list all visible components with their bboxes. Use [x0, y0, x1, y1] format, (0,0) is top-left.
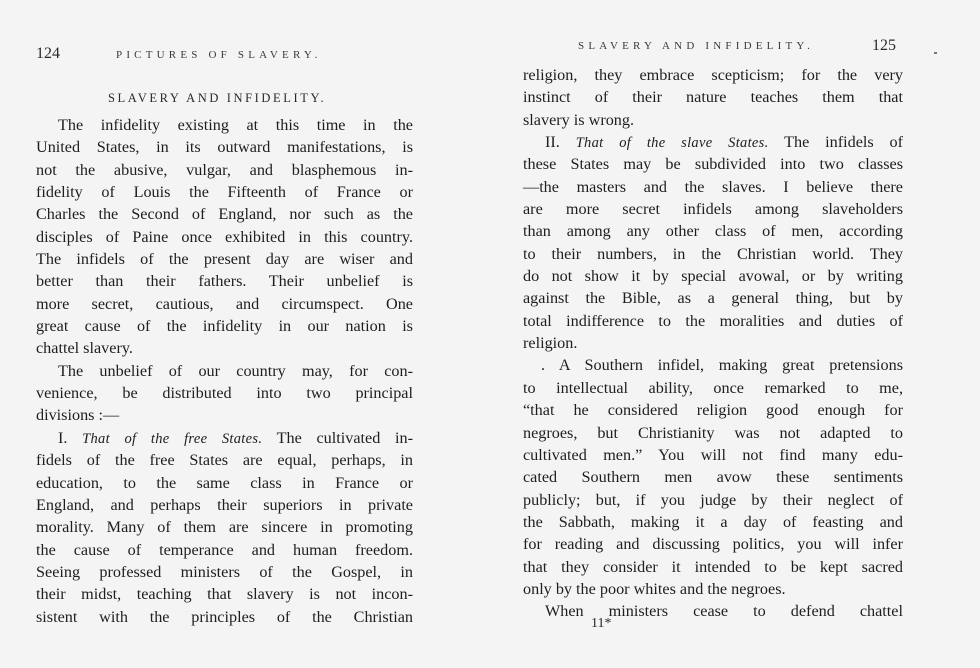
line-text: instinct of their nature teaches them that	[523, 88, 903, 107]
line-text: The infidels of	[768, 133, 904, 152]
text-line	[523, 265, 903, 287]
text-line	[36, 159, 413, 181]
line-text: education, to the same class in France or	[36, 473, 413, 492]
text-line	[36, 136, 413, 158]
text-line	[36, 270, 413, 292]
line-text: fidels of the free States are equal, perhaps, in	[36, 451, 413, 470]
text-line	[523, 444, 903, 466]
line-text: for reading and discussing politics, you will infer	[523, 535, 903, 554]
text-line	[523, 466, 903, 488]
text-line	[523, 153, 903, 175]
text-line	[523, 109, 903, 131]
text-line	[36, 449, 413, 471]
text-line	[523, 332, 903, 354]
line-text: “that he considered religion good enough for	[523, 401, 903, 420]
text-line	[523, 131, 903, 153]
chapter-title: SLAVERY AND INFIDELITY.	[108, 91, 327, 105]
right-page-body	[523, 64, 903, 623]
line-text: more secret, cautious, and circumspect. One	[36, 294, 413, 313]
text-line	[36, 203, 413, 225]
line-text: The infidelity existing at this time in the	[58, 116, 413, 134]
section-numeral: I.	[58, 428, 83, 447]
line-text: divisions :—	[36, 406, 120, 425]
line-text: The cultivated in-	[262, 428, 413, 447]
text-line	[523, 287, 903, 309]
line-text: against the Bible, as a general thing, but by	[523, 289, 903, 308]
section-heading-italic: That of the slave States.	[575, 135, 769, 152]
text-line	[36, 293, 413, 315]
text-line	[523, 578, 903, 600]
text-line	[36, 494, 413, 516]
section-numeral: II.	[545, 133, 576, 152]
line-text: these States may be subdivided into two classes	[523, 155, 903, 174]
line-text: total indifference to the moralities and duties of	[523, 311, 903, 330]
text-line	[523, 310, 903, 332]
line-text: their midst, teaching that slavery is not incon-	[36, 585, 413, 604]
line-text: publicly; but, if you judge by their neglect of	[523, 490, 903, 509]
text-line	[36, 382, 413, 404]
line-text: only by the poor whites and the negroes.	[523, 579, 786, 598]
scan-speck	[934, 52, 937, 54]
text-line	[36, 360, 413, 382]
text-line	[36, 181, 413, 203]
line-text: that they consider it intended to be kept sacred	[523, 557, 903, 576]
text-line	[523, 377, 903, 399]
text-line	[36, 315, 413, 337]
line-text: Seeing professed ministers of the Gospel, in	[36, 562, 413, 581]
line-text: to their numbers, in the Christian world. They	[523, 244, 903, 263]
line-text: When ministers cease to defend chattel	[545, 602, 903, 621]
line-text: cated Southern men avow these sentiments	[523, 468, 903, 487]
line-text: morality. Many of them are sincere in promoting	[36, 518, 413, 537]
line-text: fidelity of Louis the Fifteenth of France or	[36, 183, 413, 202]
line-text: slavery is wrong.	[523, 110, 635, 129]
text-line	[523, 399, 903, 421]
text-line	[523, 422, 903, 444]
text-line	[523, 533, 903, 555]
text-line	[36, 404, 413, 426]
line-text: the Sabbath, making it a day of feasting and	[523, 512, 903, 531]
line-text: disciples of Paine once exhibited in this country.	[36, 227, 413, 246]
text-line	[523, 489, 903, 511]
line-text: to intellectual ability, once remarked to me,	[523, 378, 903, 397]
text-line	[523, 600, 903, 622]
text-line	[523, 511, 903, 533]
line-text: venience, be distributed into two principal	[36, 384, 413, 403]
running-head-left: PICTURES OF SLAVERY.	[116, 49, 322, 61]
line-text: sistent with the principles of the Christian	[36, 607, 413, 626]
left-page-body	[36, 114, 413, 628]
signature-mark: 11*	[591, 616, 612, 631]
line-text: religion.	[523, 334, 578, 353]
line-text: cultivated men.” You will not find many edu-	[523, 445, 903, 464]
text-line	[36, 248, 413, 270]
line-text: better than their fathers. Their unbelief is	[36, 272, 413, 291]
running-head-right: SLAVERY AND INFIDELITY.	[578, 40, 815, 52]
text-line	[523, 64, 903, 86]
page-number-left: 124	[36, 45, 60, 62]
line-text: . A Southern infidel, making great pretensions	[541, 356, 903, 375]
line-text: Charles the Second of England, nor such as the	[36, 205, 413, 224]
text-line	[36, 539, 413, 561]
page-number-right: 125	[872, 37, 896, 54]
text-line	[36, 337, 413, 359]
text-line	[36, 561, 413, 583]
text-line	[36, 583, 413, 605]
line-text: The infidels of the present day are wiser and	[36, 250, 413, 269]
line-text: The unbelief of our country may, for con-	[58, 361, 413, 380]
line-text: the cause of temperance and human freedom.	[36, 540, 413, 559]
line-text: not the abusive, vulgar, and blasphemous in-	[36, 160, 413, 179]
text-line	[523, 556, 903, 578]
line-text: chattel slavery.	[36, 339, 133, 358]
text-line	[523, 354, 903, 376]
text-line	[36, 427, 413, 449]
text-line	[36, 226, 413, 248]
section-heading-italic: That of the free States.	[82, 430, 263, 447]
text-line	[523, 86, 903, 108]
line-text: negroes, but Christianity was not adapted to	[523, 423, 903, 442]
line-text: United States, in its outward manifestations, is	[36, 138, 413, 157]
line-text: than among any other class of men, according	[523, 222, 903, 241]
text-line	[523, 198, 903, 220]
text-line	[523, 243, 903, 265]
line-text: —the masters and the slaves. I believe there	[523, 177, 903, 196]
line-text: are more secret infidels among slaveholders	[523, 200, 903, 219]
line-text: do not show it by special avowal, or by writing	[523, 267, 903, 286]
line-text: England, and perhaps their superiors in private	[36, 495, 413, 514]
right-page	[490, 0, 980, 668]
text-line	[36, 472, 413, 494]
text-line	[523, 220, 903, 242]
text-line	[36, 114, 413, 136]
line-text: great cause of the infidelity in our nation is	[36, 317, 413, 336]
text-line	[36, 606, 413, 628]
text-line	[523, 176, 903, 198]
text-line	[36, 516, 413, 538]
line-text: religion, they embrace scepticism; for the very	[523, 66, 903, 84]
